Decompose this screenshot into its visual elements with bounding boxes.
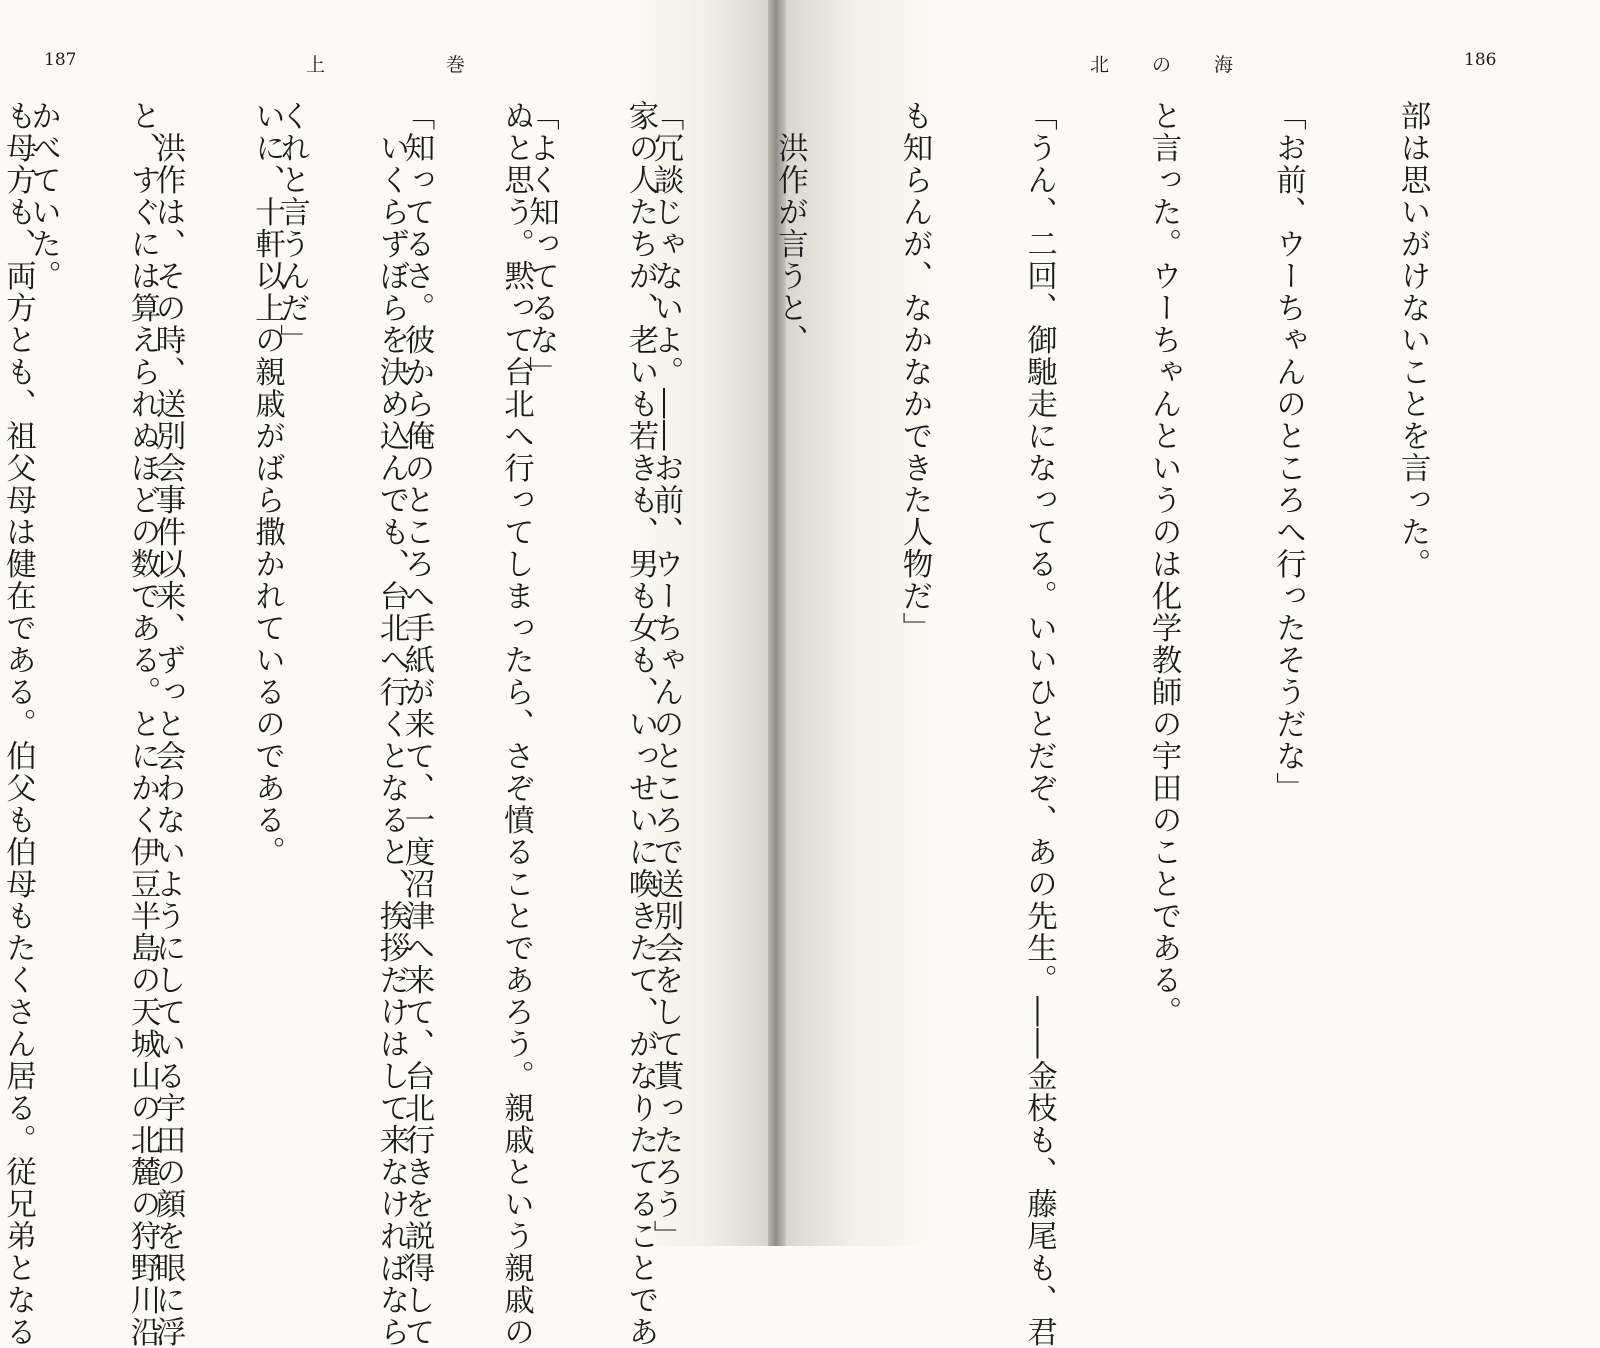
text-column: と、すぐには算えられぬほどの数である。とにかく伊豆半島の天城山の北麓の狩野川沿: [125, 100, 160, 1348]
left-running-head-char-2: 巻: [446, 54, 466, 76]
text-column: ぬと思う。黙って台北へ行ってしまったら、さぞ憤ることであろう。親戚という親戚の: [498, 100, 534, 1348]
text-column: 洪作が言うと、: [772, 100, 808, 356]
left-page-number: 187: [44, 50, 77, 70]
left-running-head-char-1: 上: [306, 54, 326, 76]
text-column: かべていた。: [25, 100, 61, 292]
text-column: 「知ってるさ。彼から俺のところへ手紙が来て、一度沼津へ来て、台北行きを説得して: [399, 100, 434, 1348]
text-column: いに、十軒以上の親戚がばら撒かれているのである。: [249, 100, 285, 868]
text-column: 部は思いがけないことを言った。: [1395, 100, 1430, 580]
text-column: 洪作は、その時、送別会事件以来、ずっと会わないようにしている宇田の顔を眼に浮: [150, 100, 185, 1348]
text-column: と言った。ウーちゃんというのは化学教師の宇田のことである。: [1146, 100, 1181, 1028]
text-column: も母方も、両方とも、祖父母は健在である。伯父も伯母もたくさん居る。従兄弟となる: [0, 100, 36, 1348]
text-column: も知らんが、なかなかできた人物だ」: [897, 100, 932, 644]
text-column: 「冗談じゃないよ。――お前、ウーちゃんのところで送別会をして貰ったろう」: [648, 100, 683, 1252]
text-column: くれと言うんだ」: [274, 100, 310, 356]
right-page-number: 186: [1464, 50, 1497, 70]
text-column: 「よく知ってるな」: [523, 100, 559, 388]
text-column: 「お前、ウーちゃんのところへ行ったそうだな」: [1270, 100, 1306, 804]
text-column: 家の人たちが、老いも若きも、男も女も、いっせいに喚きたて、がなりたてることであ: [623, 100, 658, 1348]
text-column: 「うん、二回、御馳走になってる。いいひとだぞ、あの先生。――金枝も、藤尾も、君: [1021, 100, 1057, 1348]
right-running-head-char-2: の: [1152, 54, 1172, 76]
right-running-head-char-3: 海: [1214, 54, 1234, 76]
right-running-head-char-1: 北: [1090, 54, 1110, 76]
text-column: いくらずぼらを決め込んでも、台北へ行くとなると、挨拶だけはして来なければなら: [374, 100, 409, 1348]
